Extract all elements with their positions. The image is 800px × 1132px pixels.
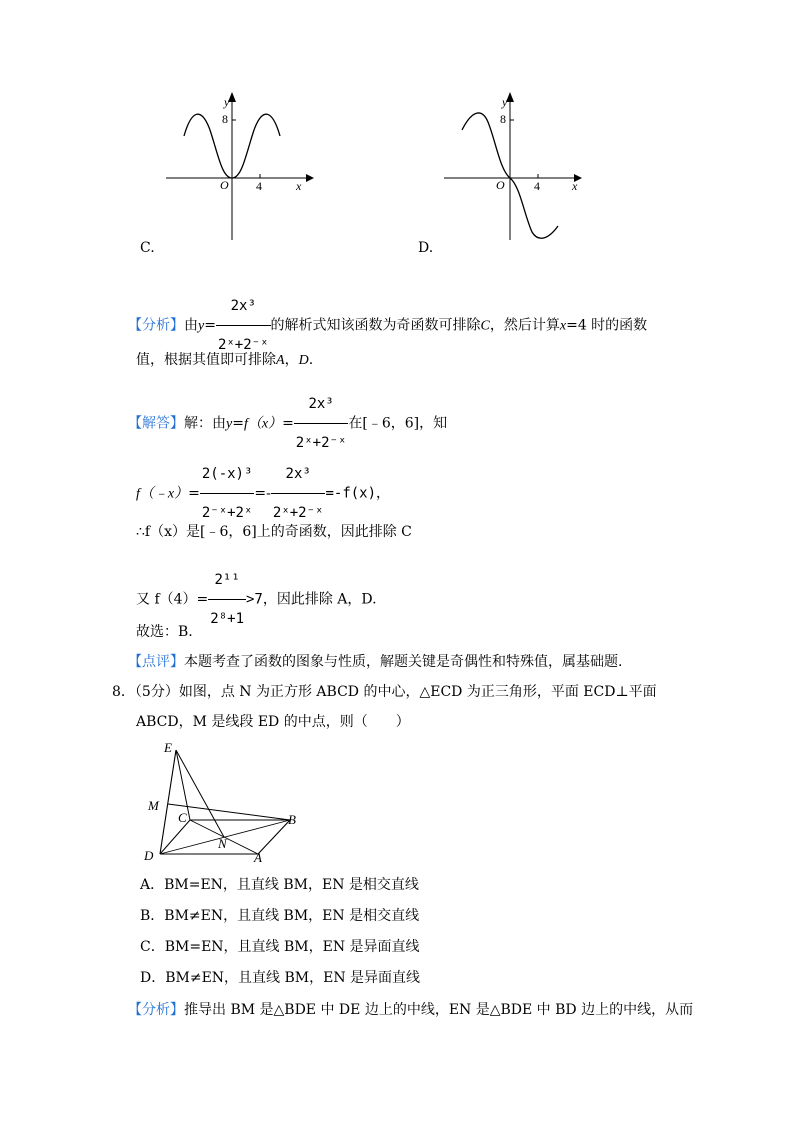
- analysis7-line2-text: 值，根据其值即可排除: [136, 352, 276, 368]
- y-label: y: [502, 95, 508, 109]
- solution7-eq: =: [282, 415, 294, 432]
- x-label: x: [572, 179, 578, 193]
- label-M: M: [148, 798, 159, 813]
- fraction-numerator: 2¹¹: [208, 562, 246, 600]
- solution7-suffix: 在[﹣6，6]，知: [348, 415, 448, 432]
- label-E: E: [164, 740, 172, 755]
- solution7-line2-end: =-f(x)，: [325, 485, 391, 502]
- edge-AB: [258, 820, 290, 854]
- fraction-numerator: 2x³: [294, 386, 349, 424]
- solution7-lhs: f（﹣x）: [136, 486, 189, 502]
- comment-tag: 【点评】: [128, 654, 184, 670]
- analysis7-text3: =4 时的函数: [566, 317, 648, 334]
- y-label: y: [224, 95, 230, 109]
- solution7-line2-eq: =: [188, 485, 200, 502]
- analysis7-sep: ，: [284, 352, 299, 368]
- fraction-denominator: 2⁸+1: [210, 611, 244, 627]
- q8-line2: ABCD，M 是线段 ED 的中点，则（ ）: [136, 714, 410, 730]
- solution7-f: f（x）: [243, 416, 283, 432]
- q8-line1-text: （5分）如图，点 N 为正方形 ABCD 的中心，△ECD 为正三角形，平面 ECD⊥平面: [134, 684, 657, 700]
- label-C: C: [178, 810, 187, 825]
- analysis7-d: D: [298, 353, 309, 368]
- q8-option-b: B．BM≠EN，且直线 BM，EN 是相交直线: [140, 908, 420, 924]
- analysis7-line2: [136, 350, 313, 371]
- solution7-line5: 故选：B.: [136, 624, 193, 640]
- graph-d: [438, 90, 598, 245]
- solution7-y: y: [226, 416, 233, 432]
- analysis7-a: A: [276, 353, 285, 368]
- analysis8-text: 推导出 BM 是△BDE 中 DE 边上的中线，EN 是△BDE 中 BD 边上的中线，从而: [184, 1002, 694, 1018]
- solution7-line2-mid: =-: [254, 485, 271, 502]
- solution7-line4-cmp: >7: [246, 591, 263, 608]
- q8-option-c: C．BM=EN，且直线 BM，EN 是异面直线: [140, 939, 420, 955]
- analysis7-x: x: [559, 318, 567, 334]
- solution7-line3: ∴f（x）是[﹣6，6]上的奇函数，因此排除 C: [136, 524, 412, 540]
- option-c-label: C.: [140, 240, 155, 256]
- analysis7-eq: =: [204, 317, 216, 334]
- y-tick-label: 8: [222, 112, 228, 126]
- fraction-denominator: 2⁻ˣ+2ˣ: [201, 505, 253, 521]
- y-tick-label: 8: [500, 112, 506, 126]
- x-arrow: [306, 174, 314, 182]
- fraction-numerator: 2x³: [216, 288, 271, 326]
- label-B: B: [288, 812, 296, 827]
- fraction-denominator: 2ˣ+2⁻ˣ: [217, 337, 269, 353]
- analysis7-text2: ，然后计算: [489, 317, 560, 334]
- origin-label: O: [220, 178, 229, 192]
- analysis-tag: 【分析】: [128, 1002, 184, 1018]
- q8-line1: [112, 682, 657, 702]
- option-d-label: D.: [418, 240, 434, 256]
- solution7-line2: [136, 456, 390, 531]
- analysis8: [128, 1000, 693, 1020]
- solution-tag: 【解答】: [128, 415, 184, 432]
- x-tick-label: 4: [534, 179, 540, 193]
- q8-figure: [140, 738, 320, 868]
- solution7-line1: [128, 386, 447, 461]
- solution7-mid: =: [232, 415, 244, 432]
- analysis7-text1: 的解析式知该函数为奇函数可排除: [270, 317, 481, 334]
- comment7-text: 本题考查了函数的图象与性质，解题关键是奇偶性和特殊值，属基础题.: [184, 654, 623, 670]
- solution7-fraction1: [200, 456, 255, 531]
- q8-option-d: D．BM≠EN，且直线 BM，EN 是异面直线: [140, 970, 421, 986]
- solution7-fraction3: [208, 562, 246, 637]
- fraction-denominator: 2ˣ+2⁻ˣ: [272, 505, 324, 521]
- analysis7-c: C: [480, 318, 490, 334]
- analysis7-y: y: [198, 318, 205, 334]
- origin-label: O: [496, 178, 505, 192]
- fraction-denominator: 2ˣ+2⁻ˣ: [295, 435, 347, 451]
- label-N: N: [218, 836, 227, 851]
- analysis-tag: 【分析】: [128, 317, 184, 334]
- q8-number: 8．: [112, 684, 135, 700]
- label-A: A: [254, 850, 262, 865]
- solution7-line4-suffix: ，因此排除 A，D.: [262, 591, 377, 608]
- fraction-numerator: 2(-x)³: [200, 456, 255, 494]
- solution7-fraction: [294, 386, 349, 461]
- x-tick-label: 4: [256, 179, 262, 193]
- solution7-line4-prefix: 又 f（4）=: [136, 591, 209, 608]
- x-label: x: [296, 179, 302, 193]
- comment7: [128, 652, 622, 672]
- analysis7-end: .: [308, 352, 314, 368]
- solution7-fraction2: [271, 456, 326, 531]
- analysis7-prefix: 由: [184, 317, 198, 334]
- graph-c: [160, 90, 320, 245]
- fraction-numerator: 2x³: [271, 456, 326, 494]
- solution7-prefix: 解：由: [184, 415, 226, 432]
- q8-option-a: A．BM=EN，且直线 BM，EN 是相交直线: [140, 877, 419, 893]
- label-D: D: [144, 848, 154, 863]
